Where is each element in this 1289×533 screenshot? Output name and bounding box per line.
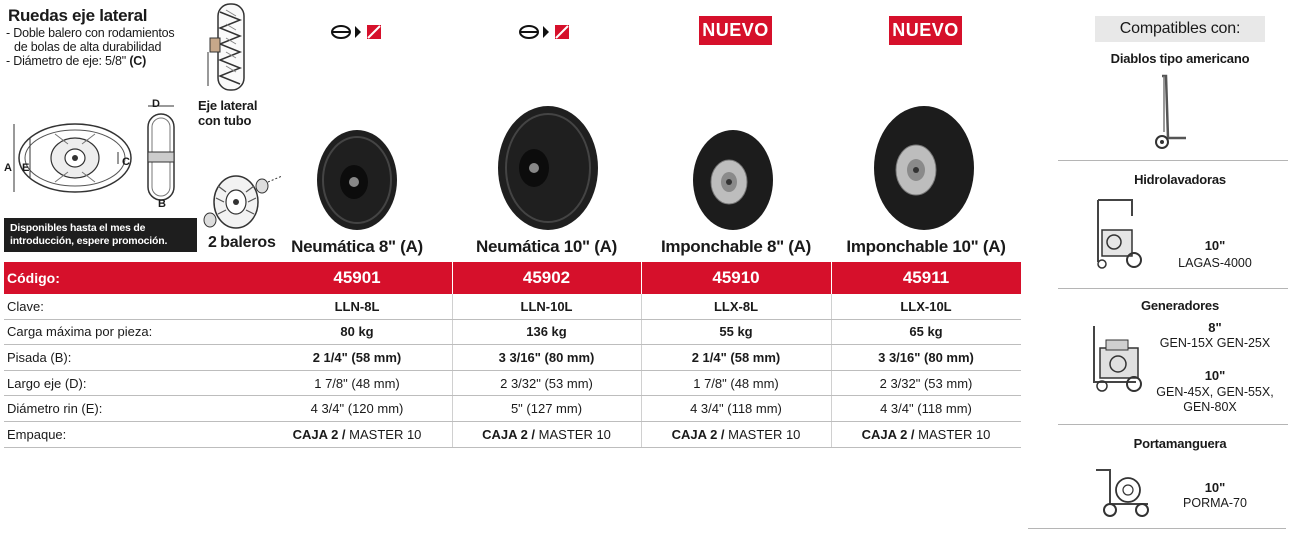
product-name: Imponchable 10" (A)	[846, 237, 1006, 256]
feature-line-1: - Doble balero con rodamientos	[6, 26, 175, 40]
wheel-image-45902	[496, 104, 600, 232]
table-cell: 55 kg	[719, 324, 753, 340]
divider	[1028, 528, 1286, 529]
table-cell: LLN-8L	[334, 298, 380, 314]
product-code: 45910	[712, 268, 760, 287]
table-cell	[641, 422, 831, 447]
table-row-largo	[4, 371, 1021, 397]
compat-size: 10"	[1204, 238, 1226, 253]
table-cell: LLX-10L	[900, 298, 952, 314]
table-row-rin	[4, 396, 1021, 422]
feature-line-3-text: - Diámetro de eje: 5/8"	[6, 54, 127, 68]
row-label: Carga máxima por pieza:	[7, 324, 153, 340]
compat-model: GEN-45X, GEN-55X,	[1156, 385, 1274, 399]
compat-model: LAGAS-4000	[1178, 256, 1252, 270]
package-box: CAJA 2 /	[482, 426, 536, 442]
divider	[1058, 288, 1288, 289]
table-cell	[831, 422, 1021, 447]
hand-truck-image	[1148, 72, 1192, 152]
table-cell: 5" (127 mm)	[510, 401, 583, 417]
bearing-exploded-image	[196, 168, 286, 234]
promo-note-line2: introducción, espere promoción.	[10, 235, 168, 247]
row-label: Empaque:	[7, 426, 67, 442]
product-code: 45901	[333, 268, 381, 287]
package-master: MASTER 10	[918, 426, 991, 442]
table-row-code	[4, 262, 1021, 294]
table-row-pisada	[4, 345, 1021, 371]
divider	[1058, 160, 1288, 161]
side-axle-label-line2: con tubo	[198, 113, 252, 128]
table-cell	[262, 422, 452, 447]
dim-label-e: E	[22, 162, 30, 174]
table-cell: LLN-10L	[520, 298, 573, 314]
wheel-image-45901	[314, 128, 400, 232]
feature-line-3	[6, 54, 146, 68]
row-label: Clave:	[7, 298, 44, 314]
generator-image	[1088, 322, 1148, 394]
spec-table	[4, 262, 1021, 448]
package-box: CAJA 2 /	[292, 426, 346, 442]
table-cell: 2 3/32" (53 mm)	[879, 375, 973, 391]
table-cell: 65 kg	[909, 324, 943, 340]
product-name: Neumática 8" (A)	[291, 237, 423, 256]
dim-label-a: A	[4, 162, 12, 174]
hose-reel-image	[1092, 464, 1156, 522]
compat-section-title: Generadores	[1140, 298, 1219, 313]
feature-line-3-ref: (C)	[129, 54, 147, 68]
promo-note	[4, 218, 197, 252]
compat-size: 10"	[1204, 480, 1226, 495]
side-axle-label-line1: Eje lateral	[198, 98, 258, 113]
compat-section-title: Portamanguera	[1133, 436, 1227, 451]
bearings-text: baleros	[220, 234, 276, 251]
compat-section-title: Hidrolavadoras	[1134, 172, 1226, 187]
row-label: Código:	[7, 270, 60, 286]
row-label: Diámetro rin (E):	[7, 401, 103, 417]
table-cell: LLX-8L	[713, 298, 759, 314]
table-cell	[452, 422, 641, 447]
compat-size: 10"	[1204, 368, 1226, 383]
product-name: Neumática 10" (A)	[476, 237, 617, 256]
wheel-dimension-diagram	[0, 100, 200, 210]
compat-model: PORMA-70	[1183, 496, 1247, 510]
product-name: Imponchable 8" (A)	[660, 237, 811, 256]
dim-label-c: C	[122, 156, 130, 168]
table-cell: 80 kg	[340, 324, 374, 340]
table-cell: 2 3/32" (53 mm)	[500, 375, 593, 391]
table-cell: 4 3/4" (118 mm)	[880, 401, 972, 417]
package-box: CAJA 2 /	[671, 426, 725, 442]
table-cell: 3 3/16" (80 mm)	[498, 349, 595, 365]
compat-section-title: Diablos tipo americano	[1110, 51, 1250, 66]
pressure-washer-image	[1090, 196, 1146, 272]
dim-label-d: D	[152, 98, 160, 110]
wheel-image-45911	[872, 104, 976, 232]
table-cell: 1 7/8" (48 mm)	[314, 375, 400, 391]
compatible-title: Compatibles con:	[1095, 16, 1265, 42]
row-label: Pisada (B):	[7, 349, 72, 365]
new-badge: NUEVO	[699, 16, 772, 45]
dim-label-b: B	[158, 198, 166, 210]
table-row-empaque	[4, 422, 1021, 448]
row-label: Largo eje (D):	[7, 375, 87, 391]
side-axle-label	[198, 98, 257, 128]
pneumatic-symbol-icon	[330, 22, 390, 42]
tire-tread-image	[206, 2, 246, 94]
table-cell: 136 kg	[526, 324, 567, 340]
table-cell: 2 1/4" (58 mm)	[691, 349, 781, 365]
product-code: 45902	[522, 268, 571, 287]
package-master: MASTER 10	[349, 426, 422, 442]
table-row-clave	[4, 294, 1021, 320]
compat-size: 8"	[1208, 320, 1222, 335]
table-row-carga	[4, 320, 1021, 346]
compat-model: GEN-80X	[1183, 400, 1237, 414]
divider	[1058, 424, 1288, 425]
table-cell: 1 7/8" (48 mm)	[693, 375, 779, 391]
table-cell: 3 3/16" (80 mm)	[878, 349, 974, 365]
bearings-count: 2	[208, 234, 217, 251]
product-code: 45911	[902, 268, 950, 287]
new-badge: NUEVO	[889, 16, 962, 45]
table-cell: 4 3/4" (118 mm)	[690, 401, 782, 417]
pneumatic-symbol-icon	[518, 22, 578, 42]
package-master: MASTER 10	[728, 426, 801, 442]
package-box: CAJA 2 /	[861, 426, 915, 442]
table-cell: 2 1/4" (58 mm)	[312, 349, 402, 365]
wheel-image-45910	[690, 128, 776, 232]
package-master: MASTER 10	[538, 426, 611, 442]
compat-model: GEN-15X GEN-25X	[1159, 336, 1271, 350]
feature-line-2: de bolas de alta durabilidad	[14, 40, 162, 54]
table-cell: 4 3/4" (120 mm)	[310, 401, 404, 417]
promo-note-line1: Disponibles hasta el mes de	[10, 222, 146, 234]
section-title: Ruedas eje lateral	[8, 6, 148, 25]
